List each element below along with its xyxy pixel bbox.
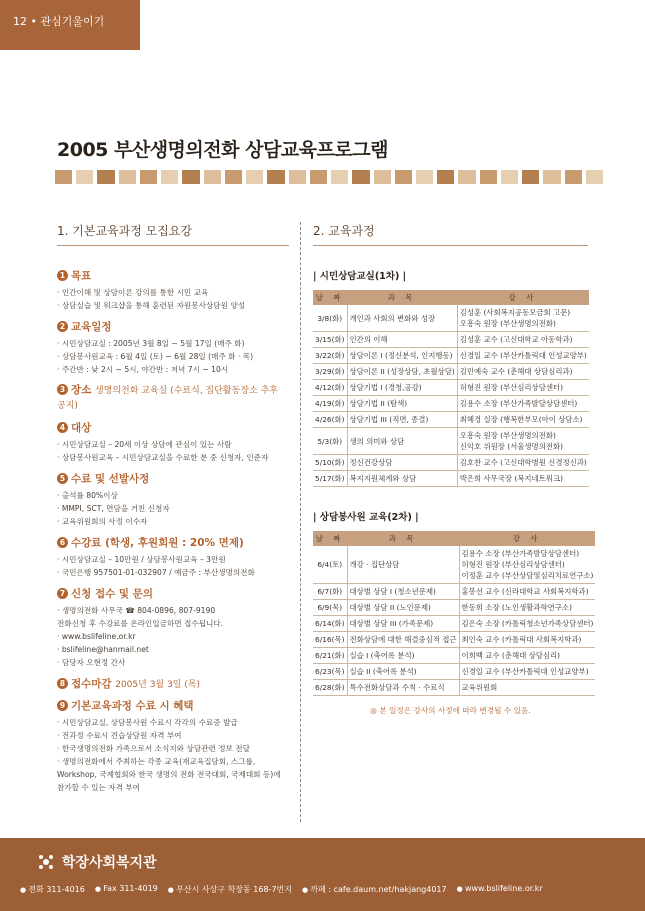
table-row bbox=[313, 616, 595, 632]
row-lecturer bbox=[459, 648, 595, 664]
item-detail-line: 전화신청 후 수강료를 온라인입금하면 접수됩니다. bbox=[57, 619, 224, 628]
stripe-block bbox=[331, 170, 348, 184]
table-row bbox=[313, 364, 589, 380]
row-date: 3/8(화) bbox=[313, 305, 347, 332]
recruitment-item bbox=[57, 535, 289, 579]
lecturer-line: 신경일 교수 (부산카톨릭대 인성교양부) bbox=[461, 667, 589, 676]
stripe-block bbox=[416, 170, 433, 184]
item-detail-line: · 생명의전화에서 주최하는 각종 교육(재교육집담회, 스그룹, bbox=[57, 757, 256, 766]
col-date-header: 날 짜 bbox=[313, 290, 347, 305]
row-subject: 인간의 이해 bbox=[347, 332, 457, 348]
item-number-badge: 6 bbox=[57, 537, 68, 548]
table-row bbox=[313, 546, 595, 584]
column-divider bbox=[300, 222, 301, 822]
schedule-note: ◎ 본 일정은 강사의 사정에 따라 변경될 수 있음. bbox=[370, 706, 531, 715]
stripe-block bbox=[140, 170, 157, 184]
recruitment-item-heading bbox=[57, 420, 289, 435]
table-row bbox=[313, 396, 589, 412]
row-subject: 복지지원체계와 상담 bbox=[347, 471, 457, 487]
row-subject: 특수전화상담과 수칙 · 수료식 bbox=[347, 680, 459, 696]
item-detail-line: · 출석률 80%이상 bbox=[57, 491, 118, 500]
stripe-block bbox=[395, 170, 412, 184]
recruitment-section-title: 1. 기본교육과정 모집요강 bbox=[57, 222, 289, 246]
item-detail-line: · 국민은행 957501-01-032907 / 예금주 : 부산생명의전화 bbox=[57, 568, 255, 577]
stripe-block bbox=[76, 170, 93, 184]
row-date: 5/10(화) bbox=[313, 455, 347, 471]
stripe-block bbox=[352, 170, 369, 184]
contact-info bbox=[20, 884, 543, 895]
table-row bbox=[313, 428, 589, 455]
citizen-class-title: | 시민상담교실(1차) | bbox=[313, 271, 407, 282]
col-lecturer-header: 강 사 bbox=[459, 531, 595, 546]
row-subject: 상담기법 III (직면, 종결) bbox=[347, 412, 457, 428]
row-lecturer bbox=[457, 364, 589, 380]
item-detail-line: · 시민상담교실, 상담봉사원 수료시 각각의 수료증 발급 bbox=[57, 718, 238, 727]
item-heading-text: 신청 접수 및 문의 bbox=[71, 588, 153, 600]
stripe-block bbox=[501, 170, 518, 184]
table-header-row bbox=[313, 531, 595, 546]
stripe-block bbox=[55, 170, 72, 184]
row-lecturer bbox=[459, 632, 595, 648]
col-date-header: 날 짜 bbox=[313, 531, 347, 546]
item-detail-line: · 전과정 수료시 견습상담원 자격 부여 bbox=[57, 731, 182, 740]
row-subject: 상담이론 I (정신분석, 인지행동) bbox=[347, 348, 457, 364]
item-detail-line: · 생명의전화 사무국 ☎ 804-0896, 807-9190 bbox=[57, 606, 216, 615]
stripe-block bbox=[97, 170, 114, 184]
curriculum-section-title: 2. 교육과정 bbox=[313, 222, 588, 246]
row-lecturer bbox=[457, 332, 589, 348]
stripe-block bbox=[246, 170, 263, 184]
recruitment-item-heading bbox=[57, 383, 289, 413]
item-detail-line: · 주간반 : 낮 2시 ~ 5시, 야간반 : 저녁 7시 ~ 10시 bbox=[57, 365, 229, 374]
table-row bbox=[313, 305, 589, 332]
item-number-badge: 2 bbox=[57, 321, 68, 332]
table-row bbox=[313, 380, 589, 396]
row-date: 6/9(목) bbox=[313, 600, 347, 616]
row-subject: 대상별 상담 III (가족문제) bbox=[347, 616, 459, 632]
row-date: 5/17(화) bbox=[313, 471, 347, 487]
contact-website[interactable]: ● www.bslifeline.or.kr bbox=[457, 884, 543, 895]
stripe-block bbox=[267, 170, 284, 184]
contact-address: ● 부산시 사상구 학장동 168-7번지 bbox=[168, 884, 292, 895]
recruitment-item-heading bbox=[57, 586, 289, 601]
table-row bbox=[313, 348, 589, 364]
col-subject-header: 과 목 bbox=[347, 531, 459, 546]
contact-phone: ● 전화 311-4016 bbox=[20, 884, 85, 895]
lecturer-line: 허형진 원장 (부산심리상담센터) bbox=[461, 560, 565, 569]
row-date: 4/19(화) bbox=[313, 396, 347, 412]
item-detail-line[interactable]: · bslifeline@hanmail.net bbox=[57, 645, 149, 654]
lecturer-line: 오흥숙 원장 (부산생명의전화) bbox=[459, 319, 556, 328]
page-title: 2005 부산생명의전화 상담교육프로그램 bbox=[57, 139, 388, 161]
lecturer-line: 이정훈 교수 (부산상담및심리치료연구소) bbox=[461, 571, 594, 580]
table-row bbox=[313, 412, 589, 428]
row-date: 6/23(목) bbox=[313, 664, 347, 680]
recruitment-items bbox=[57, 268, 289, 794]
stripe-block bbox=[522, 170, 539, 184]
table-row bbox=[313, 455, 589, 471]
curriculum-section bbox=[313, 222, 594, 716]
volunteer-training-table bbox=[313, 531, 595, 696]
row-lecturer bbox=[457, 455, 589, 471]
row-lecturer bbox=[459, 664, 595, 680]
item-heading-note: 2005년 3월 3일 (목) bbox=[115, 680, 200, 690]
row-lecturer bbox=[457, 380, 589, 396]
row-date: 6/4(토) bbox=[313, 546, 347, 584]
col-lecturer-header: 강 사 bbox=[457, 290, 589, 305]
lecturer-line: 김성훈 (사회복지공동모금회 고문) bbox=[459, 308, 571, 317]
row-lecturer bbox=[457, 348, 589, 364]
item-heading-text: 목표 bbox=[71, 270, 92, 282]
lecturer-line: 김호찬 교수 (고신대학병원 신경정신과) bbox=[459, 458, 587, 467]
table-row bbox=[313, 664, 595, 680]
item-heading-text: 접수마감 bbox=[71, 678, 112, 690]
item-detail-line: · 인간이해 및 상담이론 강의를 통한 시민 교육 bbox=[57, 288, 209, 297]
item-number-badge: 9 bbox=[57, 700, 68, 711]
recruitment-item bbox=[57, 676, 289, 691]
lecturer-line: 이희백 교수 (춘해대 상담심리) bbox=[461, 651, 561, 660]
stripe-block bbox=[565, 170, 582, 184]
row-date: 6/14(화) bbox=[313, 616, 347, 632]
row-lecturer bbox=[457, 305, 589, 332]
row-subject: 실습 I (축어록 분석) bbox=[347, 648, 459, 664]
row-subject: 실습 II (축어록 분석) bbox=[347, 664, 459, 680]
item-detail-line: · 상담봉사원교육 – 시민상담교실을 수료한 분 중 신청자, 인준자 bbox=[57, 453, 269, 462]
row-date: 4/12(화) bbox=[313, 380, 347, 396]
decorative-stripe bbox=[55, 170, 603, 184]
recruitment-item bbox=[57, 471, 289, 528]
item-number-badge: 8 bbox=[57, 678, 68, 689]
contact-cafe[interactable]: ● 까페 : cafe.daum.net/hakjang4017 bbox=[302, 884, 447, 895]
row-subject: 정신건강상담 bbox=[347, 455, 457, 471]
row-lecturer bbox=[459, 616, 595, 632]
item-number-badge: 7 bbox=[57, 588, 68, 599]
lecturer-line: 김민예숙 교수 (춘해대 상담심리과) bbox=[459, 367, 573, 376]
table-row bbox=[313, 680, 595, 696]
stripe-block bbox=[458, 170, 475, 184]
recruitment-item-heading bbox=[57, 268, 289, 283]
org-logo-icon bbox=[38, 854, 54, 870]
row-date: 3/29(화) bbox=[313, 364, 347, 380]
row-subject: 전화상담에 대한 해결중심적 접근 bbox=[347, 632, 459, 648]
row-date: 6/21(화) bbox=[313, 648, 347, 664]
table-row bbox=[313, 584, 595, 600]
item-detail-line: · 교육위원회의 사정 이수자 bbox=[57, 517, 148, 526]
item-number-badge: 5 bbox=[57, 473, 68, 484]
item-detail-line: Workshop, 국제협회와 한국 생명의 전화 전국대회, 국제대회 등)에 bbox=[57, 770, 281, 779]
table-row bbox=[313, 648, 595, 664]
recruitment-item-heading bbox=[57, 676, 289, 691]
recruitment-item bbox=[57, 319, 289, 376]
recruitment-item-heading bbox=[57, 471, 289, 486]
stripe-block bbox=[182, 170, 199, 184]
item-heading-note: 생명의전화 교육실 (수료식, 집단활동장소 추후 공지) bbox=[57, 386, 278, 411]
item-detail-line: · 담당자 오현정 간사 bbox=[57, 658, 126, 667]
lecturer-line: 허형진 원장 (부산심리상담센터) bbox=[459, 383, 563, 392]
row-lecturer bbox=[457, 396, 589, 412]
stripe-block bbox=[225, 170, 242, 184]
stripe-block bbox=[119, 170, 136, 184]
row-lecturer bbox=[459, 600, 595, 616]
stripe-block bbox=[437, 170, 454, 184]
table-row bbox=[313, 471, 589, 487]
row-date: 3/22(화) bbox=[313, 348, 347, 364]
recruitment-item bbox=[57, 268, 289, 312]
item-heading-text: 수료 및 선발사정 bbox=[71, 473, 150, 485]
lecturer-line: 오흥숙 원장 (부산생명의전화) bbox=[459, 431, 556, 440]
lecturer-line: 최인숙 교수 (카톨릭대 사회복지학과) bbox=[461, 635, 582, 644]
lecturer-line: 한동희 소장 (노인생활과학연구소) bbox=[461, 603, 572, 612]
recruitment-item-heading bbox=[57, 319, 289, 334]
recruitment-item bbox=[57, 383, 289, 413]
row-lecturer bbox=[459, 584, 595, 600]
contact-fax: ● Fax 311-4019 bbox=[95, 884, 158, 895]
recruitment-item-heading bbox=[57, 698, 289, 713]
item-detail-line: · 시민상담교실 : 2005년 3월 8일 ~ 5월 17일 (매주 화) bbox=[57, 339, 245, 348]
row-date: 4/26(화) bbox=[313, 412, 347, 428]
table-row bbox=[313, 632, 595, 648]
lecturer-line: 교육위원회 bbox=[461, 683, 498, 692]
item-detail-line: · 시민상담교실 – 10만원 / 상담봉사원교육 – 3만원 bbox=[57, 555, 226, 564]
row-date: 6/7(화) bbox=[313, 584, 347, 600]
row-subject: 개강 · 집단상담 bbox=[347, 546, 459, 584]
recruitment-item-heading bbox=[57, 535, 289, 550]
row-subject: 대상별 상담 II (노인문제) bbox=[347, 600, 459, 616]
page-section-tab bbox=[0, 0, 140, 50]
org-name-block bbox=[38, 852, 157, 872]
row-lecturer bbox=[457, 412, 589, 428]
recruitment-section bbox=[57, 222, 289, 801]
citizen-class-table bbox=[313, 290, 589, 487]
stripe-block bbox=[289, 170, 306, 184]
row-subject: 상담기법 I (경청,공감) bbox=[347, 380, 457, 396]
row-date: 6/28(화) bbox=[313, 680, 347, 696]
stripe-block bbox=[310, 170, 327, 184]
recruitment-item bbox=[57, 586, 289, 669]
stripe-block bbox=[204, 170, 221, 184]
item-heading-text: 대상 bbox=[71, 422, 92, 434]
row-date: 5/3(화) bbox=[313, 428, 347, 455]
item-heading-text: 수강료 (학생, 후원회원 : 20% 면제) bbox=[71, 537, 244, 549]
item-heading-text: 교육일정 bbox=[71, 321, 112, 333]
item-detail-line: · 한국생명의전화 가족으로서 소식지와 상담관련 정보 전달 bbox=[57, 744, 250, 753]
item-detail-line: · 상담봉사원교육 : 6월 4일 (토) ~ 6월 28일 (매주 화 · 목) bbox=[57, 352, 254, 361]
org-name: 학장사회복지관 bbox=[61, 855, 157, 871]
lecturer-line: 박은희 사무국장 (복지네트워크) bbox=[459, 474, 563, 483]
page-section-label: 12 • 관심기울이기 bbox=[13, 15, 105, 28]
row-date: 6/16(목) bbox=[313, 632, 347, 648]
row-subject: 생의 의미와 상담 bbox=[347, 428, 457, 455]
stripe-block bbox=[586, 170, 603, 184]
table-header-row bbox=[313, 290, 589, 305]
row-subject: 개인과 사회의 변화와 성장 bbox=[347, 305, 457, 332]
volunteer-training-title: | 상담봉사원 교육(2차) | bbox=[313, 512, 419, 523]
lecturer-line: 신익호 위원장 (서울생명의전화) bbox=[459, 442, 563, 451]
row-date: 3/15(화) bbox=[313, 332, 347, 348]
row-subject: 상담기법 II (탐색) bbox=[347, 396, 457, 412]
item-detail-line: · 시민상담교실 – 20세 이상 상담에 관심이 있는 사람 bbox=[57, 440, 232, 449]
row-lecturer bbox=[457, 428, 589, 455]
table-row bbox=[313, 332, 589, 348]
item-heading-text: 장소 bbox=[71, 384, 92, 396]
lecturer-line: 홍봉선 교수 (신라대학교 사회복지학과) bbox=[461, 587, 589, 596]
col-subject-header: 과 목 bbox=[347, 290, 457, 305]
row-subject: 상담이론 II (성장상담, 초월상담) bbox=[347, 364, 457, 380]
table-row bbox=[313, 600, 595, 616]
row-subject: 대상별 상담 I (청소년문제) bbox=[347, 584, 459, 600]
item-number-badge: 3 bbox=[57, 384, 68, 395]
stripe-block bbox=[374, 170, 391, 184]
row-lecturer bbox=[459, 680, 595, 696]
lecturer-line: 신경일 교수 (부산카톨릭대 인성교양부) bbox=[459, 351, 587, 360]
item-detail-line[interactable]: · www.bslifeline.or.kr bbox=[57, 632, 136, 641]
stripe-block bbox=[161, 170, 178, 184]
lecturer-line: 최혜경 실장 (행복한부모(아이 상담소) bbox=[459, 415, 583, 424]
lecturer-line: 김은숙 소장 (카톨릭청소년가족상담센터) bbox=[461, 619, 594, 628]
lecturer-line: 김성훈 교수 (고신대학교 아동학과) bbox=[459, 335, 573, 344]
row-lecturer bbox=[459, 546, 595, 584]
item-number-badge: 4 bbox=[57, 422, 68, 433]
stripe-block bbox=[543, 170, 560, 184]
item-heading-text: 기본교육과정 수료 시 혜택 bbox=[71, 700, 194, 712]
item-detail-line: · 상담실습 및 워크샵을 통해 훈련된 자원봉사상담원 양성 bbox=[57, 301, 246, 310]
item-number-badge: 1 bbox=[57, 270, 68, 281]
row-lecturer bbox=[457, 471, 589, 487]
item-detail-line: 참가할 수 있는 자격 부여 bbox=[57, 783, 141, 792]
item-detail-line: · MMPI, SCT, 면담을 거친 신청자 bbox=[57, 504, 170, 513]
lecturer-line: 김용수 소장 (부산가족발달상담센터) bbox=[461, 549, 580, 558]
recruitment-item bbox=[57, 420, 289, 464]
recruitment-item bbox=[57, 698, 289, 794]
stripe-block bbox=[480, 170, 497, 184]
lecturer-line: 김용수 소장 (부산가족발달상담센터) bbox=[459, 399, 578, 408]
footer bbox=[0, 838, 645, 911]
